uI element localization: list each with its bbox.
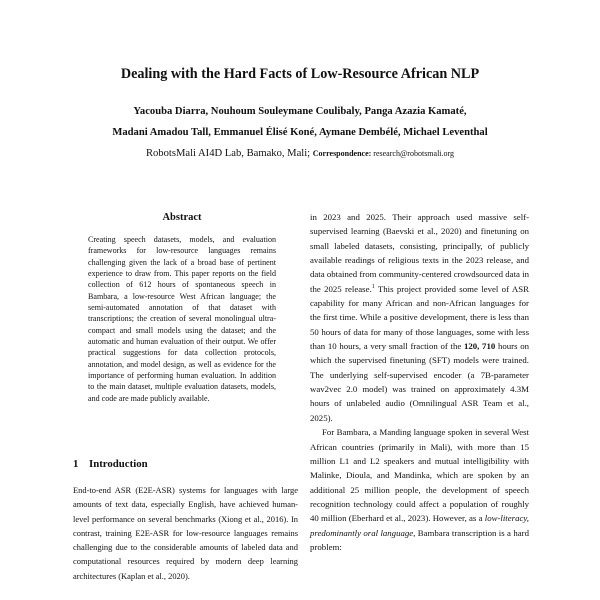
paragraph-text: For Bambara, a Manding language spoken in several West African countries (primarily in Mali), with more than 15 million L1 and L2 speakers and mutual intelligibility with Malinke, Dioula, and Mandinka, which are spoken by an additional 25 million people, the development of speech recognition technology could affect a population of roughly 40 million (Eberhard et al., 2023). However, as a [310,427,529,524]
paper-title: Dealing with the Hard Facts of Low-Resource African NLP [120,66,480,82]
emphasis-text: low-literacy, predominantly oral language [310,513,529,538]
affiliation-line [0,143,600,164]
authors-line-1: Yacouba Diarra, Nouhoum Souleymane Coulibaly, Panga Azazia Kamaté, [133,106,467,117]
abstract-body: Creating speech datasets, models, and evaluation frameworks for low-resource languages remains challenging given the lack of a broad base of pertinent experience to draw from. This paper reports on the field collection of 612 hours of spontaneous speech in Bambara, a low-resource West African language; the semi-automated annotation of that dataset with transcriptions; the creation of several monolingual ultra-compact and small models using the dataset; and the automatic and human evaluation of their output. We offer practical suggestions for data collection protocols, annotation, and model design, as well as evidence for the importance of performing human evaluation. In addition to the main dataset, multiple evaluation datasets, models, and code are made publicly available. [88,235,276,403]
paragraph-text: This project provided some level of ASR capability for many African and non-African languages for the first time. While a positive development, there is less than 50 hours of data for many of those languages, some with less than 10 hours, a very small fraction of the [310,283,529,352]
paragraph-text: , Bambara transcription is a hard problem: [310,527,529,552]
affiliation: RobotsMali AI4D Lab, Bamako, Mali; [145,148,311,159]
authors-line-2: Madani Amadou Tall, Emmanuel Élisé Koné, Aymane Dembélé, Michael Leventhal [112,127,488,138]
right-paragraph-2 [310,425,529,554]
correspondence-label: Correspondence: [312,149,372,158]
footnote-marker[interactable]: 1 [371,283,375,290]
section-number: 1 [73,458,79,470]
correspondence [313,149,454,158]
paragraph-text: hours on which the supervised finetuning (SFT) models were trained. The underlying self-supervised encoder (a 7B-parameter wav2vec 2.0 model) was trained on approximately 4.3M hours of unlabeled audio (Omnilingual ASR Team et al., 2025). [310,341,529,423]
paragraph-text: in 2023 and 2025. Their approach used massive self-supervised learning (Baevski et al., 2020) and finetuning on small labeled datasets, consisting, principally, of publicly available readings of religious texts in the 2023 release, and data obtained from community-centered crowdsourced data in the 2025 release. [310,212,529,294]
right-paragraph-1 [310,210,529,425]
hours-figure: 120, 710 [463,341,496,352]
author-block [0,101,600,164]
section-heading-introduction [73,458,148,470]
section-title: Introduction [89,458,148,470]
abstract-heading: Abstract [162,212,202,223]
correspondence-email[interactable]: research@robotsmali.org [373,149,455,158]
right-column [310,210,529,554]
introduction-paragraph-1: End-to-end ASR (E2E-ASR) systems for languages with large amounts of text data, especially English, have achieved human-level performance on several benchmarks (Xiong et al., 2016). In contrast, training E2E-ASR for low-resource languages remains challenging due to the considerable amounts of labeled data and computational resources required by modern deep learning architectures (Kaplan et al., 2020). [73,485,298,581]
